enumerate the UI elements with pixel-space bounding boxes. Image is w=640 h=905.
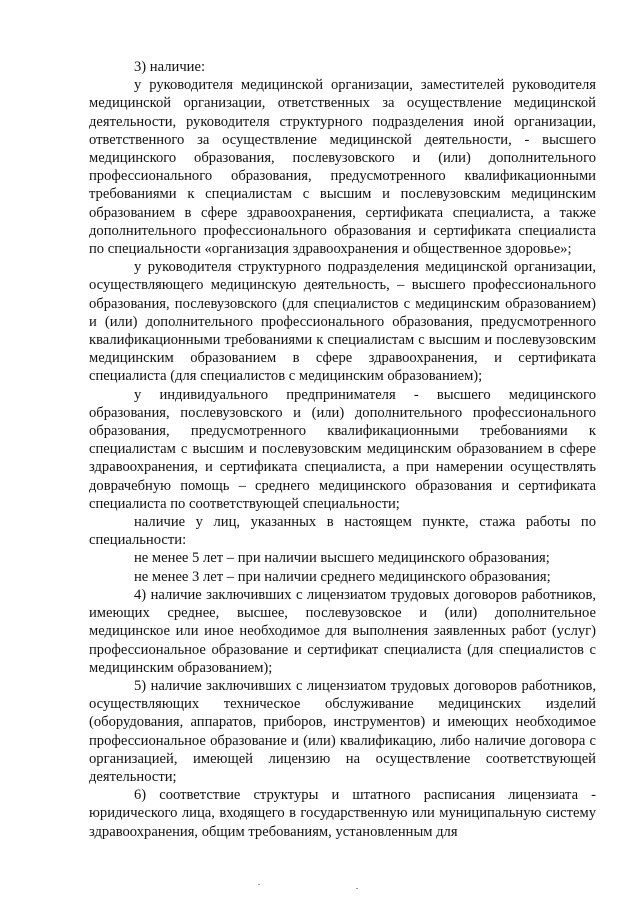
paragraph-item-4: 4) наличие заключивших с лицензиатом трудовых договоров работников, имеющих среднее, высшее, послевузовское и (или) дополнительное медицинское или иное необходимое для выполнения заявленных работ (услуг) профессиональное образование и сертификат специалиста (для специалистов с медицинским образованием); xyxy=(89,586,596,676)
paragraph-head-of-organization: у руководителя медицинской организации, заместителей руководителя медицинской организации, ответственных за осуществление медицинской деятельности, руководителя структурного подразделения иной организации, ответственного за осуществление медицинской деятельности, - высшего медицинского образования, послевузовского и (или) дополнительного профессионального образования, предусмотренного квалификационными требованиями к специалистам с высшим и послевузовским медицинским образованием в сфере здравоохранения, сертификата специалиста, а также дополнительного профессионального образования и сертификата специалиста по специальности «организация здравоохранения и общественное здоровье»; xyxy=(89,77,596,258)
paragraph-work-experience: наличие у лиц, указанных в настоящем пункте, стажа работы по специальности: xyxy=(89,514,596,549)
scan-speck xyxy=(258,884,260,885)
paragraph-item-6: 6) соответствие структуры и штатного расписания лицензиата - юридического лица, входящего в государственную или муниципальную систему здравоохранения, общим требованиям, установленным для xyxy=(89,787,596,840)
paragraph-experience-5-years: не менее 5 лет – при наличии высшего медицинского образования; xyxy=(134,550,550,567)
paragraph-3-heading: 3) наличие: xyxy=(134,59,205,75)
scan-speck xyxy=(356,888,358,889)
document-body xyxy=(89,58,596,841)
paragraph-item-5: 5) наличие заключивших с лицензиатом трудовых договоров работников, осуществляющих техническое обслуживание медицинских изделий (оборудования, аппаратов, приборов, инструментов) и имеющих необходимое профессиональное образование и (или) квалификацию, либо наличие договора с организацией, имеющей лицензию на осуществление соответствующей деятельности; xyxy=(89,677,596,785)
paragraph-experience-3-years: не менее 3 лет – при наличии среднего медицинского образования; xyxy=(134,568,551,585)
paragraph-individual-entrepreneur: у индивидуального предпринимателя - высшего медицинского образования, послевузовского и (или) дополнительного профессионального образования, предусмотренного квалификационными требованиями к специалистам с высшим и послевузовским медицинским образованием в сфере здравоохранения, и сертификата специалиста, а при намерении осуществлять доврачебную помощь – среднего медицинского образования и сертификата специалиста по соответствующей специальности; xyxy=(89,386,596,512)
paragraph-head-of-structural-unit: у руководителя структурного подразделения медицинской организации, осуществляющего медицинскую деятельность, – высшего профессионального образования, послевузовского (для специалистов с медицинским образованием) и (или) дополнительного профессионального образования, предусмотренного квалификационными требованиями к специалистам с высшим и послевузовским медицинским образованием в сфере здравоохранения, и сертификата специалиста (для специалистов с медицинским образованием); xyxy=(89,259,596,385)
